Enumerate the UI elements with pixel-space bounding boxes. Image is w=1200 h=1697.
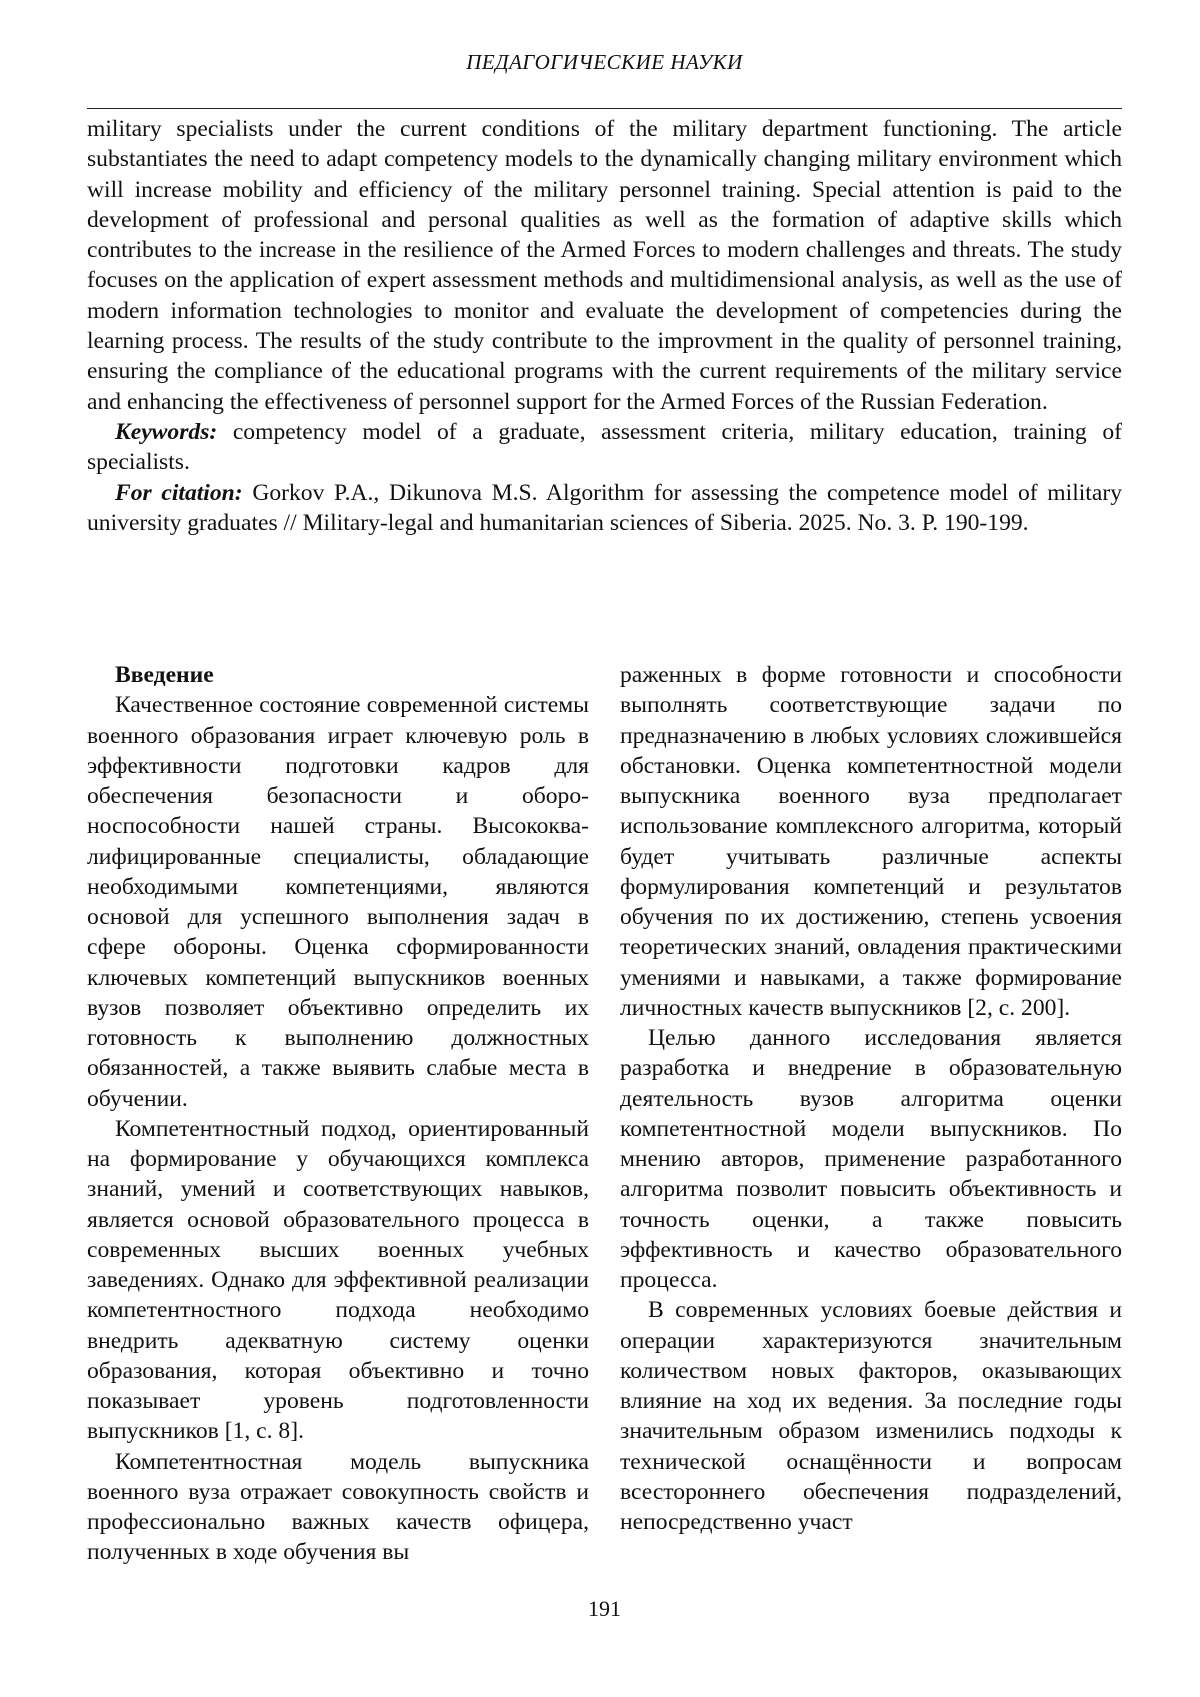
two-column-body: [87, 660, 1122, 1580]
paragraph: Целью данного исследования является разработка и внедрение в образовательную деятельность вузов алгоритма оценки компетентностной модели выпускников. По мнению авторов, применение разработанного алгоритма позволит повысить объективность и точность оценки, а также повысить эффективность и качество образовательного процесса.: [620, 1025, 1122, 1293]
right-column: [620, 660, 1122, 1537]
paragraph: Компетентностный подход, ориентированный на формирование у обучающихся комплекса знаний, умений и соответствующих навыков, является основой образовательного процесса в современных высших военных учебных заведениях. Однако для эффективной реализации компетентностного подхода необходимо внедрить адекватную систему оценки образования, которая объективно и точно показывает уровень подготовленности выпускников [1, с. 8].: [87, 1115, 589, 1445]
keywords-paragraph: [87, 417, 1122, 478]
citation-paragraph: [87, 478, 1122, 539]
abstract-block: [87, 114, 1122, 538]
paragraph: Компетентностная модель выпускника военного вуза отражает совокупность свойств и профессионально важных качеств офицера, полученных в ходе обучения вы: [87, 1448, 589, 1566]
running-header: ПЕДАГОГИЧЕСКИЕ НАУКИ: [466, 50, 743, 74]
citation-label: For citation:: [115, 479, 243, 506]
page-number: 191: [588, 1596, 621, 1621]
abstract-text: military specialists under the current conditions of the military department functioning. The article substantiates the need to adapt competency models to the dynamically changing military environment which will increase mobility and efficiency of the military personnel training. Special attention is paid to the development of professional and personal qualities as well as the formation of adaptive skills which contributes to the increase in the resilience of the Armed Forces to modern challenges and threats. The study focuses on the application of expert assessment methods and multidimensional analysis, as well as the use of modern information technologies to monitor and evaluate the development of competencies during the learning process. The results of the study contribute to the improvment in the quality of personnel training, ensuring the compliance of the educational programs with the current requirements of the military service and enhancing the effectiveness of personnel support for the Armed Forces of the Russian Federation.: [87, 116, 1122, 415]
left-column: [87, 660, 589, 1568]
paragraph: Качественное состояние современной системы военного образования играет ключевую роль в эффективности подготовки кадров для обеспечения безопасности и обороноспособности нашей страны. Высококвалифицированные специалисты, обладающие необходимыми компетенциями, являются основой для успешного выполнения задач в сфере обороны. Оценка сформированности ключевых компетенций выпускников военных вузов позволяет объективно определить их готовность к выполнению должностных обязанностей, а также выявить слабые места в обучении.: [87, 692, 589, 1112]
paragraph: В современных условиях боевые действия и операции характеризуются значительным количеством новых факторов, оказывающих влияние на ход их ведения. За последние годы значительным образом изменились подходы к технической оснащённости и вопросам всестороннего обеспечения подразделений, непосредственно участ: [620, 1297, 1122, 1535]
section-heading: Введение: [115, 662, 214, 688]
paragraph-continuation: раженных в форме готовности и способности выполнять соответствующие задачи по предназначению в любых условиях сложившейся обстановки. Оценка компетентностной модели выпускника военного вуза предполагает использование комплексного алгоритма, который будет учитывать различные аспекты формулирования компетенций и результатов обучения по их достижению, степень усвоения теоретических знаний, овладения практическими умениями и навыками, а также формирование личностных качеств выпускников [2, с. 200].: [620, 662, 1122, 1021]
keywords-label: Keywords:: [115, 418, 218, 445]
header-rule: [87, 108, 1122, 109]
citation-text: Gorkov P.A., Dikunova M.S. Algorithm for assessing the competence model of military university graduates // Military-legal and humanitarian sciences of Siberia. 2025. No. 3. P. 190-199.: [87, 479, 1122, 536]
keywords-text: competency model of a graduate, assessment criteria, military education, training of specialists.: [87, 418, 1122, 476]
